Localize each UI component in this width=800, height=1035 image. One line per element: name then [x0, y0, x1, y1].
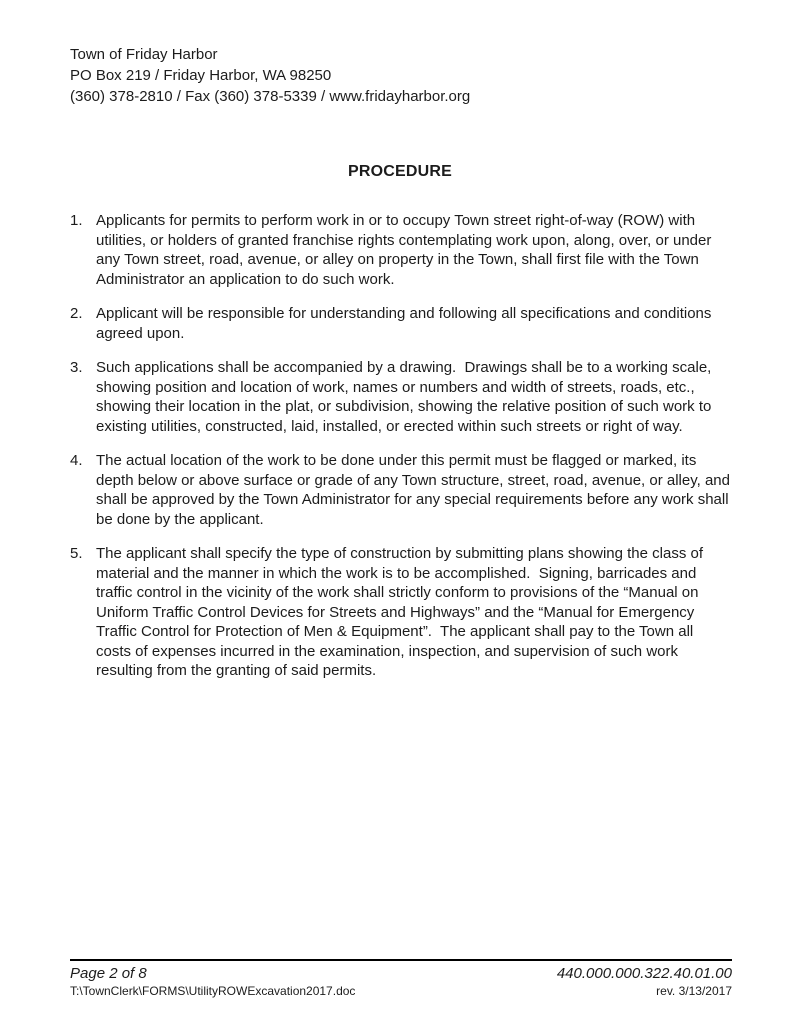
list-item	[70, 451, 735, 529]
list-item-number: 1.	[70, 212, 83, 229]
list-item	[70, 211, 730, 289]
procedure-list	[70, 211, 735, 681]
page-number: Page 2 of 8	[70, 965, 147, 982]
letterhead	[70, 44, 730, 107]
list-item-text: The actual location of the work to be done under this permit must be flagged or marked, its depth below or above surface or grade of any Town structure, street, road, avenue, or alley, and shall be approved by the Town Administrator for any special requirements before any work shall be done by the applicant.	[96, 452, 735, 528]
footer-left	[70, 964, 355, 999]
file-path: T:\TownClerk\FORMS\UtilityROWExcavation2017.doc	[70, 984, 356, 998]
list-item	[70, 304, 730, 343]
list-item-text: Applicant will be responsible for understanding and following all specifications and conditions agreed upon.	[96, 305, 716, 342]
list-item-number: 5.	[70, 545, 83, 562]
page-footer	[70, 959, 732, 999]
list-item	[70, 358, 730, 436]
list-item-number: 4.	[70, 452, 83, 469]
org-contact: (360) 378-2810 / Fax (360) 378-5339 / www.fridayharbor.org	[70, 88, 471, 105]
list-item-text: Applicants for permits to perform work in or to occupy Town street right-of-way (ROW) with utilities, or holders of granted franchise rights contemplating work upon, along, over, or under any Town street, road, avenue, or alley on property in the Town, shall first file with the Town Administrator an application to do such work.	[96, 212, 716, 288]
revision-date: rev. 3/13/2017	[656, 984, 732, 998]
footer-right	[557, 964, 732, 999]
org-name: Town of Friday Harbor	[70, 46, 218, 63]
list-item-number: 2.	[70, 305, 83, 322]
list-item-number: 3.	[70, 359, 83, 376]
list-item	[70, 544, 730, 681]
org-address: PO Box 219 / Friday Harbor, WA 98250	[70, 67, 332, 84]
document-number: 440.000.000.322.40.01.00	[556, 965, 732, 982]
page-title: PROCEDURE	[347, 163, 453, 180]
list-item-text: Such applications shall be accompanied by a drawing. Drawings shall be to a working scale, showing position and location of work, names or numbers and width of streets, roads, etc., showing their location in the plat, or subdivision, showing the relative position of such work to existing utilities, constructed, laid, installed, or erected within such streets or right of way.	[96, 359, 716, 435]
list-item-text: The applicant shall specify the type of construction by submitting plans showing the class of material and the manner in which the work is to be accomplished. Signing, barricades and traffic control in the vicinity of the work shall strictly conform to provisions of the “Manual on Uniform Traffic Control Devices for Streets and Highways” and the “Manual for Emergency Traffic Control for Protection of Men & Equipment”. The applicant shall pay to the Town all costs of expenses incurred in the examination, inspection, and supervision of such work resulting from the granting of said permits.	[96, 545, 708, 679]
